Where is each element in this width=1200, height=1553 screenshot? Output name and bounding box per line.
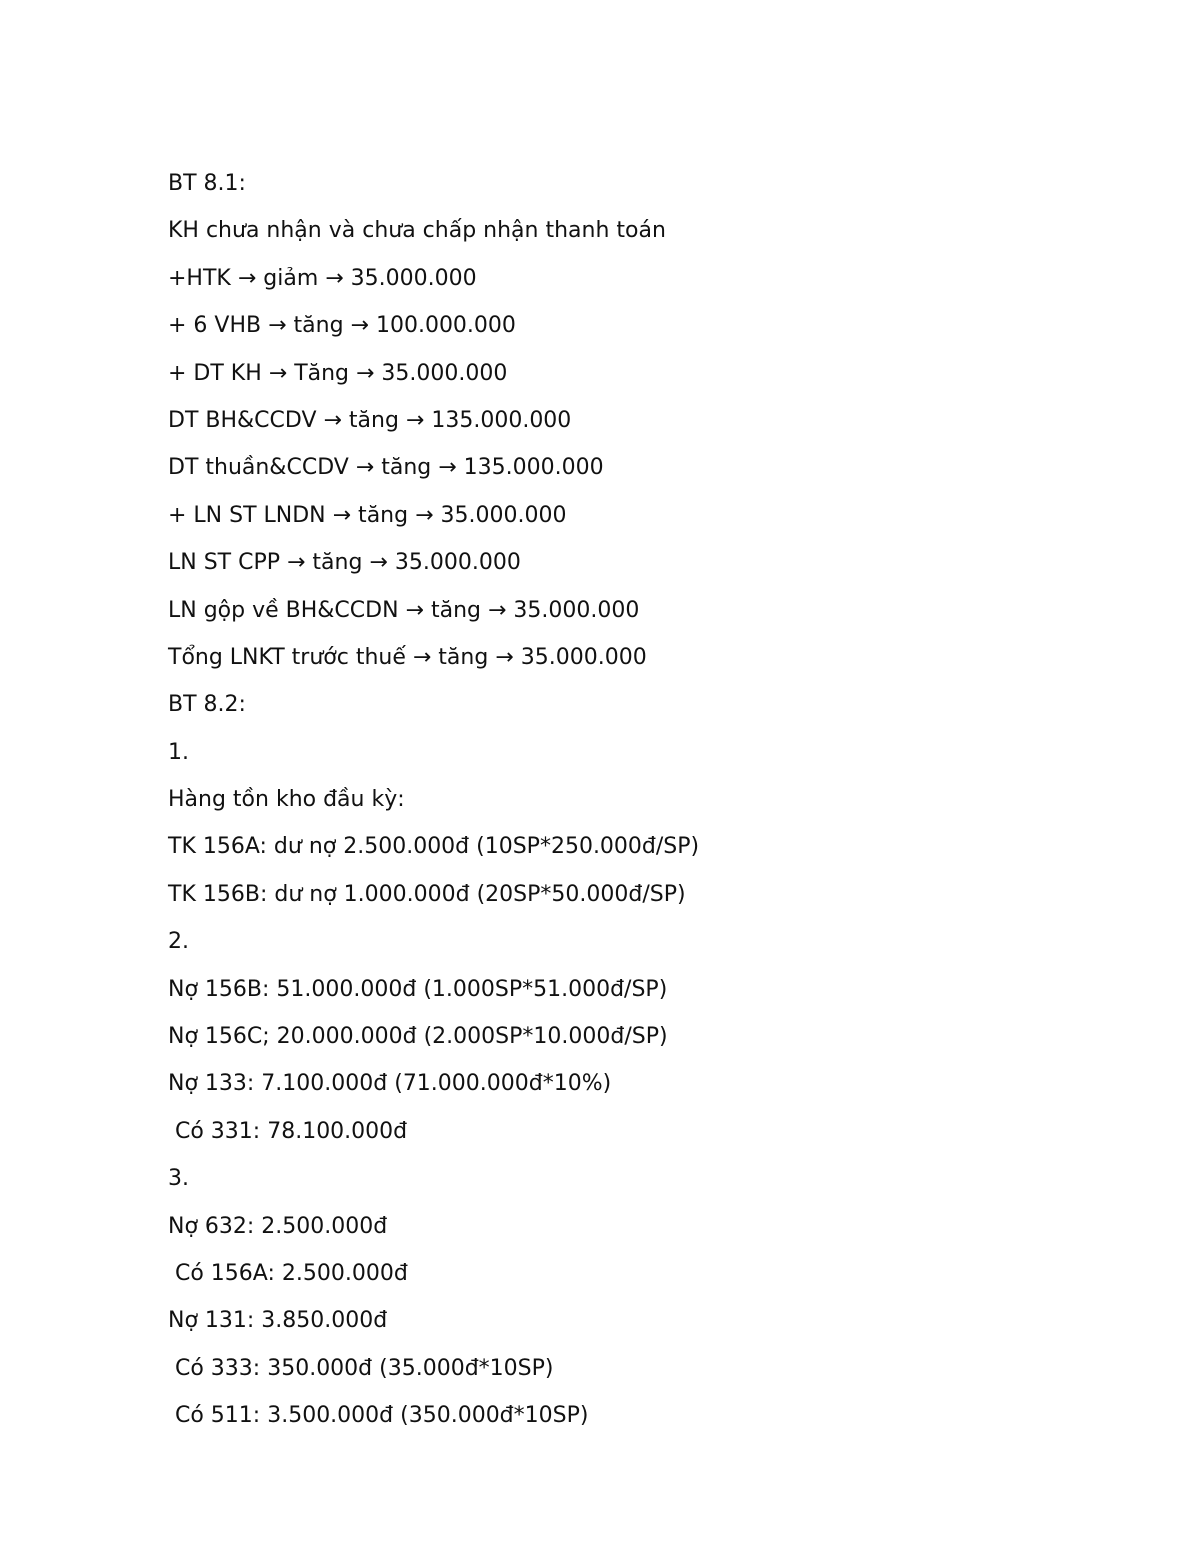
text-line: Nợ 632: 2.500.000đ (168, 1213, 388, 1239)
text-line: Nợ 133: 7.100.000đ (71.000.000đ*10%) (168, 1071, 612, 1097)
section-heading-bt-8-2: BT 8.2: (168, 692, 246, 718)
text-line: + LN ST LNDN → tăng → 35.000.000 (168, 502, 567, 528)
text-line: Có 156A: 2.500.000đ (168, 1260, 408, 1286)
text-line: Có 511: 3.500.000đ (350.000đ*10SP) (168, 1403, 589, 1429)
text-line: KH chưa nhận và chưa chấp nhận thanh toán (168, 218, 666, 244)
text-line: + 6 VHB → tăng → 100.000.000 (168, 313, 516, 339)
text-line: Hàng tồn kho đầu kỳ: (168, 787, 405, 813)
document-body (168, 160, 1128, 1440)
item-number: 1. (168, 739, 189, 765)
text-line: Có 333: 350.000đ (35.000đ*10SP) (168, 1355, 554, 1381)
item-number: 2. (168, 929, 189, 955)
text-line: DT BH&CCDV → tăng → 135.000.000 (168, 407, 572, 433)
section-heading-bt-8-1: BT 8.1: (168, 171, 246, 196)
text-line: Nợ 156C; 20.000.000đ (2.000SP*10.000đ/SP) (168, 1024, 668, 1050)
item-number: 3. (168, 1166, 189, 1192)
text-line: Tổng LNKT trước thuế → tăng → 35.000.000 (168, 644, 647, 670)
text-line: Nợ 156B: 51.000.000đ (1.000SP*51.000đ/SP) (168, 976, 668, 1002)
text-line: + DT KH → Tăng → 35.000.000 (168, 360, 508, 386)
text-line: +HTK → giảm → 35.000.000 (168, 265, 477, 291)
text-line: LN ST CPP → tăng → 35.000.000 (168, 550, 521, 576)
text-line: TK 156B: dư nợ 1.000.000đ (20SP*50.000đ/SP) (168, 881, 686, 907)
text-line: LN gộp về BH&CCDN → tăng → 35.000.000 (168, 597, 640, 623)
text-line: TK 156A: dư nợ 2.500.000đ (10SP*250.000đ/SP) (168, 834, 700, 860)
text-line: DT thuần&CCDV → tăng → 135.000.000 (168, 455, 604, 481)
text-line: Nợ 131: 3.850.000đ (168, 1308, 388, 1334)
text-line: Có 331: 78.100.000đ (168, 1118, 408, 1144)
